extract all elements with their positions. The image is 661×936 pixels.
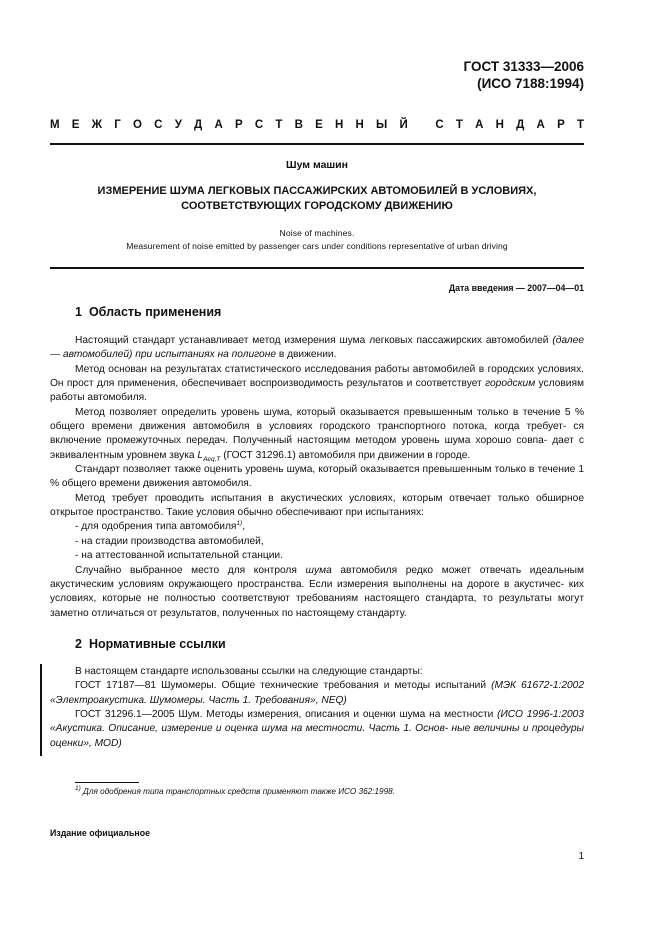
reference-entry: ГОСТ 31296.1—2005 Шум. Методы измерения, описания и оценки шума на местности (ИСО 1996-1:2003 «Акустика. Описание, измерение и оценка шума на местности. Часть 1. Основ- ные величины и процедуры оценки», MOD) (50, 709, 584, 749)
section-1-heading (75, 305, 221, 319)
section-2-number: 2 (75, 637, 82, 651)
banner-letter: А (214, 119, 223, 131)
banner-letter: Н (334, 119, 344, 131)
banner-letter: Й (399, 119, 408, 131)
main-title (50, 184, 584, 214)
introduction-date: Дата введения — 2007—04—01 (448, 283, 584, 293)
english-title (50, 227, 584, 253)
banner-letter: Р (234, 119, 243, 131)
banner-letter: В (294, 119, 303, 131)
banner-letter: Г (114, 119, 121, 131)
list-item: - на стадии производства автомобилей, (75, 535, 264, 547)
english-title-line-1: Noise of machines. (279, 228, 355, 238)
banner-letter: О (133, 119, 142, 131)
banner-letter: Н (355, 119, 364, 131)
title-block (50, 158, 584, 253)
main-title-line-2: СООТВЕТСТВУЮЩИХ ГОРОДСКОМУ ДВИЖЕНИЮ (181, 200, 453, 212)
banner-letter: Д (516, 119, 525, 131)
banner-letter: Е (315, 119, 323, 131)
gost-number: ГОСТ 31333—2006 (463, 59, 584, 74)
page-number: 1 (578, 851, 584, 862)
footnote-reference: 1) (236, 520, 243, 528)
banner-letter: М (50, 119, 60, 131)
banner-letter: А (536, 119, 545, 131)
paragraph: Стандарт позволяет также оценить уровень шума, который оказывается превышенным только в течение 1 % общего времени движения автомобиля. (50, 464, 584, 490)
standard-designation (464, 58, 584, 92)
change-marker-bar (40, 664, 42, 756)
bottom-divider (50, 267, 584, 269)
iso-number: (ИСО 7188:1994) (477, 76, 584, 91)
section-1-title: Область применения (88, 305, 222, 319)
banner-letter: Д (194, 119, 203, 131)
banner-letter: Т (275, 119, 283, 131)
banner-letter: С (254, 119, 264, 131)
paragraph: Метод позволяет определить уровень шума, который оказывается превышенным только в течение 5 % общего времени движения автомобиля в условиях городского транспортного потока, когда требует- ся включение промежуточных передач. Полученный настоящим методом уровень шума хорошо совпа- дает с эквивалентным уровнем звука $L_{Aeq,T}$ (ГОСТ 31296.1) автомобиля при движении в городе. (50, 406, 584, 463)
section-2-body (50, 665, 584, 751)
banner-letter: Т (455, 119, 463, 131)
paragraph: В настоящем стандарте использованы ссылки на следующие стандарты: (75, 666, 423, 677)
main-title-line-1: ИЗМЕРЕНИЕ ШУМА ЛЕГКОВЫХ ПАССАЖИРСКИХ АВТОМОБИЛЕЙ В УСЛОВИЯХ, (97, 185, 537, 197)
interstate-standard-banner (50, 119, 584, 131)
banner-gap (420, 119, 423, 131)
footnote (75, 787, 395, 796)
top-divider (50, 143, 584, 145)
footnote-divider (75, 782, 139, 783)
banner-letter: Ы (376, 119, 388, 131)
paragraph: Настоящий стандарт устанавливает метод измерения шума легковых пассажирских автомобилей (далее — автомобилей) при испытаниях на полигоне в движении. (50, 335, 584, 361)
banner-letter: Н (495, 119, 504, 131)
banner-letter: Т (576, 119, 584, 131)
footnote-mark: 1) (75, 785, 81, 792)
section-2-title: Нормативные ссылки (88, 637, 226, 651)
banner-letter: С (435, 119, 444, 131)
english-title-line-2: Measurement of noise emitted by passenger cars under conditions representative of urban driving (126, 241, 508, 251)
footnote-text: Для одобрения типа транспортных средств применяют также ИСО 362:1998. (80, 787, 395, 796)
list-item: - на аттестованной испытательной станции. (75, 550, 283, 562)
section-2-heading (75, 637, 226, 651)
banner-letter: Ж (91, 119, 103, 131)
paragraph: Метод основан на результатах статистического исследования работы автомобилей в городских условиях. Он прост для применения, обеспечивает воспроизводимость результатов и соответствует городским условиям работы автомобиля. (50, 363, 584, 404)
banner-letter: Е (71, 119, 80, 131)
banner-letter: А (475, 119, 484, 131)
section-1-body (50, 334, 584, 621)
edition-label: Издание официальное (50, 828, 150, 838)
reference-entry: ГОСТ 17187—81 Шумомеры. Общие технические требования и методы испытаний (МЭК 61672-1:2002 «Электроакустика. Шумомеры. Часть 1. Требования», NEQ) (50, 680, 584, 706)
banner-letter: Р (557, 119, 565, 131)
paragraph: Метод требует проводить испытания в акустических условиях, которым отвечает только обширное открытое пространство. Такие условия обычно обеспечивают при испытаниях: (50, 492, 584, 519)
section-1-number: 1 (75, 305, 82, 319)
banner-letter: С (154, 119, 163, 131)
subtitle: Шум машин (286, 159, 348, 171)
paragraph: Случайно выбранное место для контроля шума автомобиля редко может отвечать идеальным акустическим условиям окружающего пространства. Если измерения выполнены на дороге в акустичес- ких условиях, которые не полностью соответствуют требованиям настоящего стандарта, то результаты могут заметно отличаться от результатов, полученных по настоящему стандарту. (50, 564, 584, 619)
banner-letter: У (174, 119, 182, 131)
list-item: - для одобрения типа автомобиля$^{1)}$, (75, 520, 246, 533)
